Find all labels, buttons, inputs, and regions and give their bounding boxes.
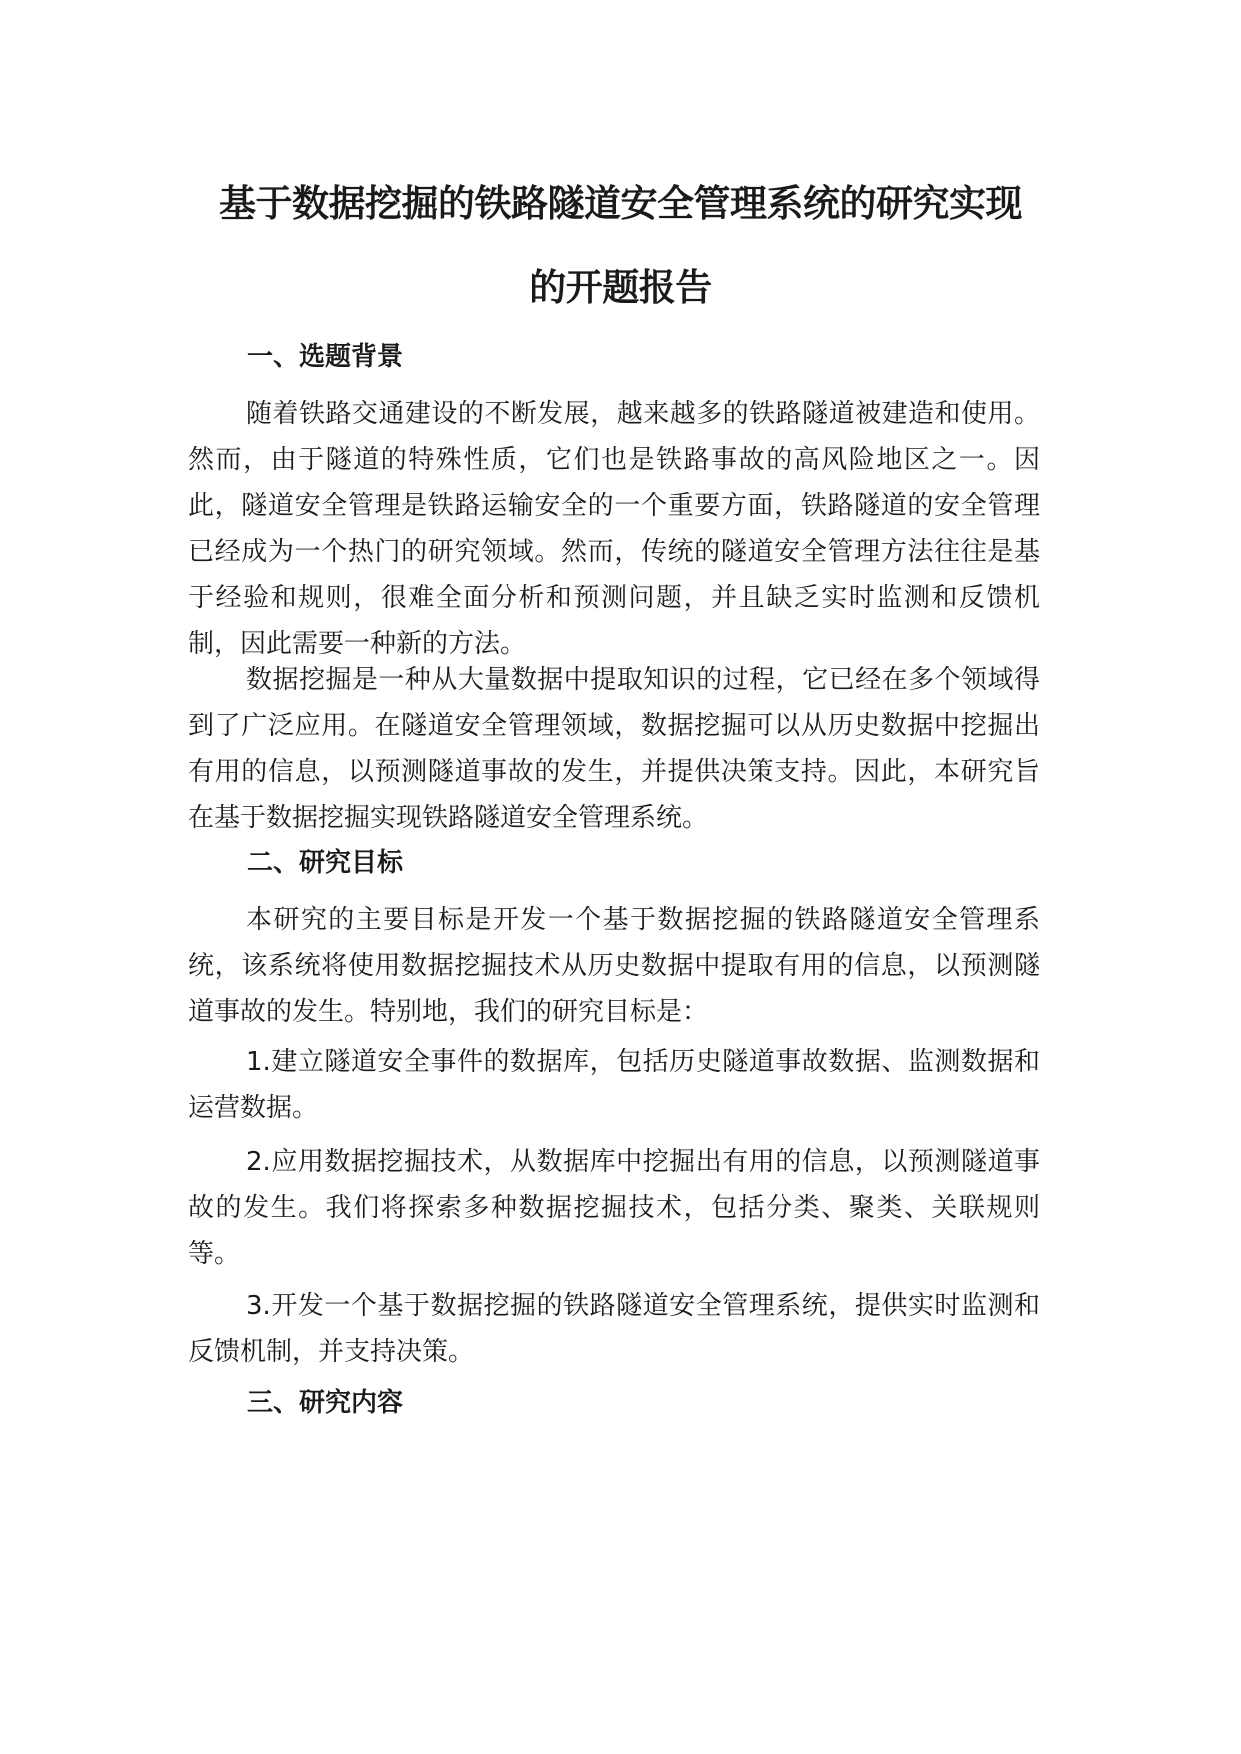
paragraph-background-2: 数据挖掘是一种从大量数据中提取知识的过程，它已经在多个领域得到了广泛应用。在隧道安全管理领域，数据挖掘可以从历史数据中挖掘出有用的信息，以预测隧道事故的发生，并提供决策支持。因此，本研究旨在基于数据挖掘实现铁路隧道安全管理系统。: [188, 665, 1040, 833]
section-heading-content: 三、研究内容: [247, 1388, 404, 1418]
paragraph-background-1: 随着铁路交通建设的不断发展，越来越多的铁路隧道被建造和使用。然而，由于隧道的特殊性质，它们也是铁路事故的高风险地区之一。因此，隧道安全管理是铁路运输安全的一个重要方面，铁路隧道的安全管理已经成为一个热门的研究领域。然而，传统的隧道安全管理方法往往是基于经验和规则，很难全面分析和预测问题，并且缺乏实时监测和反馈机制，因此需要一种新的方法。: [188, 399, 1040, 659]
document-title-line-2: 的开题报告: [529, 266, 712, 309]
list-item-objective-2: 2.应用数据挖掘技术，从数据库中挖掘出有用的信息，以预测隧道事故的发生。我们将探索多种数据挖掘技术，包括分类、聚类、关联规则等。: [188, 1147, 1040, 1269]
section-heading-objectives: 二、研究目标: [247, 848, 404, 878]
list-item-objective-1: 1.建立隧道安全事件的数据库，包括历史隧道事故数据、监测数据和运营数据。: [188, 1047, 1040, 1123]
paragraph-objectives-intro: 本研究的主要目标是开发一个基于数据挖掘的铁路隧道安全管理系统，该系统将使用数据挖掘技术从历史数据中提取有用的信息，以预测隧道事故的发生。特别地，我们的研究目标是：: [188, 905, 1040, 1027]
document-title-line-1: 基于数据挖掘的铁路隧道安全管理系统的研究实现: [219, 182, 1022, 225]
list-item-objective-3: 3.开发一个基于数据挖掘的铁路隧道安全管理系统，提供实时监测和反馈机制，并支持决策。: [188, 1291, 1040, 1367]
section-heading-background: 一、选题背景: [247, 342, 404, 372]
